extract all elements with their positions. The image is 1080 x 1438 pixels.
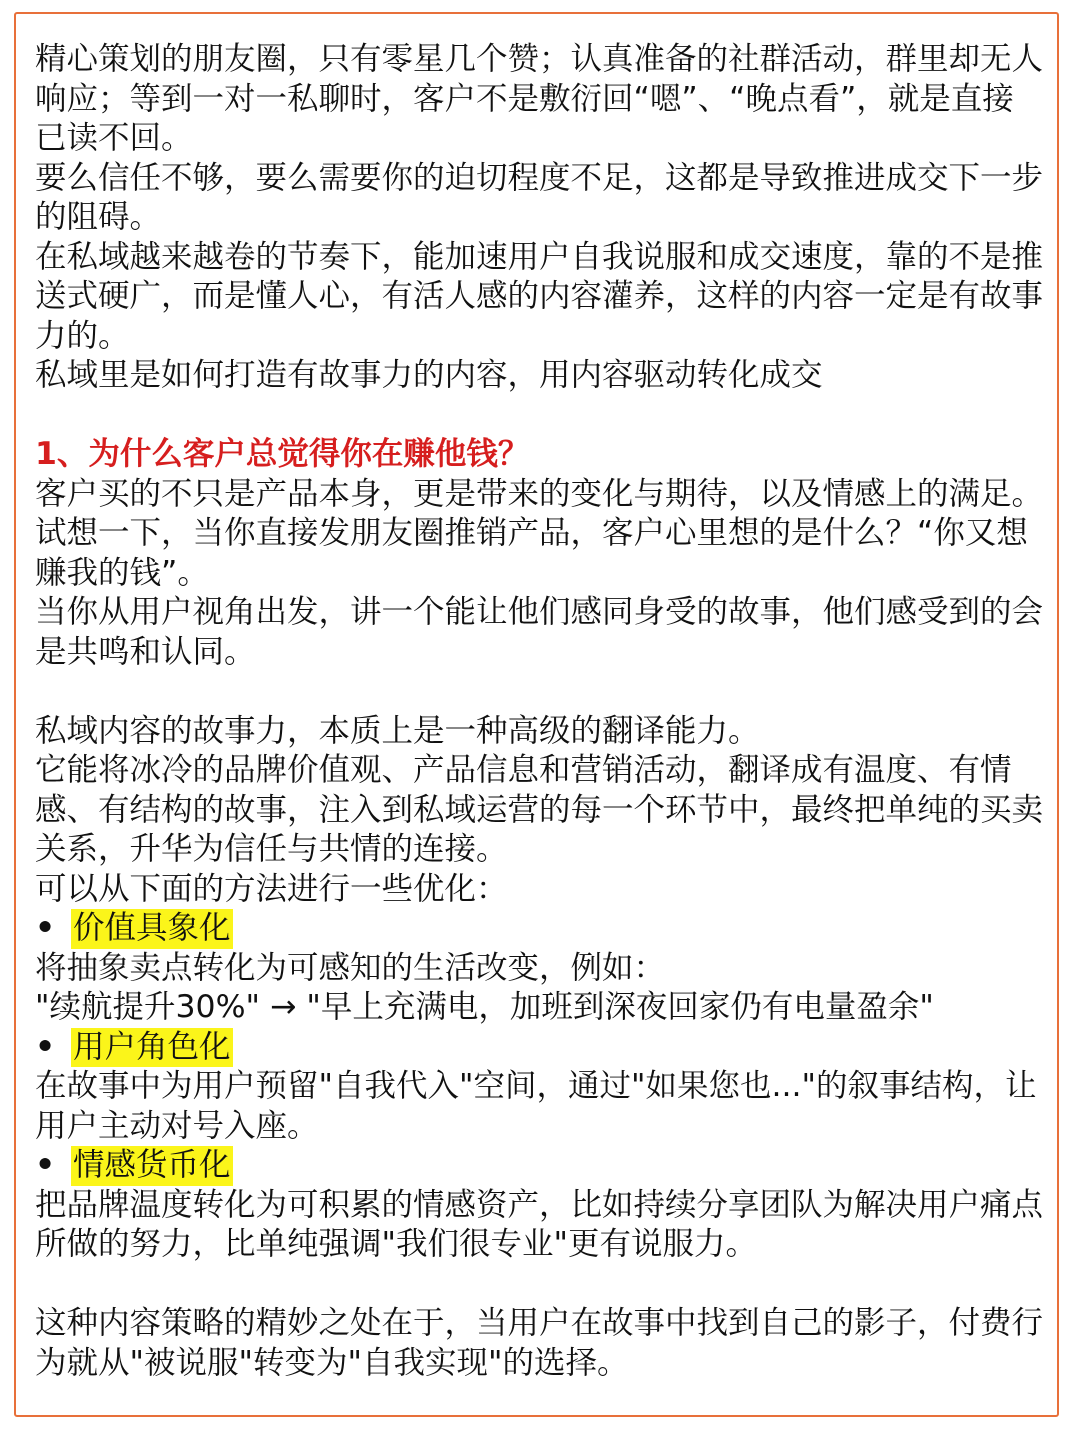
bullet-title-highlight: 用户角色化 xyxy=(71,1028,233,1068)
bullet-1-line-2: "续航提升30%" → "早上充满电，加班到深夜回家仍有电量盈余" xyxy=(35,989,934,1025)
bullet-dot: • xyxy=(35,1147,56,1183)
section-heading: 1、为什么客户总觉得你在赚他钱？ xyxy=(35,436,530,472)
intro-paragraph-4: 私域里是如何打造有故事力的内容，用内容驱动转化成交 xyxy=(35,357,823,393)
bullet-emotion-currency xyxy=(35,1146,1045,1186)
bullet-title-highlight: 情感货币化 xyxy=(71,1146,233,1186)
intro-paragraph-1: 精心策划的朋友圈，只有零星几个赞；认真准备的社群活动，群里却无人响应；等到一对一私聊时，客户不是敷衍回“嗯”、“晚点看”，就是直接已读不回。 xyxy=(35,41,1044,156)
bullet-1-line-1: 将抽象卖点转化为可感知的生活改变，例如： xyxy=(35,949,666,986)
bullet-title-highlight: 价值具象化 xyxy=(71,909,233,949)
section1-paragraph-1: 客户买的不只是产品本身，更是带来的变化与期待，以及情感上的满足。试想一下，当你直接发朋友圈推销产品，客户心里想的是什么？“你又想赚我的钱”。 xyxy=(35,475,1044,591)
bullet-value-concrete xyxy=(35,909,1045,949)
section2-paragraph-1: 私域内容的故事力，本质上是一种高级的翻译能力。 xyxy=(35,712,760,749)
article-body xyxy=(35,40,1045,1383)
section1-paragraph-2: 当你从用户视角出发，讲一个能让他们感同身受的故事，他们感受到的会是共鸣和认同。 xyxy=(35,594,1044,670)
bullet-dot: • xyxy=(35,910,56,946)
spacer xyxy=(35,396,1045,436)
bullet-dot: • xyxy=(35,1028,56,1065)
closing-paragraph: 这种内容策略的精妙之处在于，当用户在故事中找到自己的影子，付费行为就从"被说服"转变为"自我实现"的选择。 xyxy=(35,1305,1044,1381)
spacer xyxy=(35,672,1045,712)
bullet-2-line-1: 在故事中为用户预留"自我代入"空间，通过"如果您也..."的叙事结构，让用户主动对号入座。 xyxy=(35,1068,1037,1144)
intro-paragraph-2: 要么信任不够，要么需要你的迫切程度不足，这都是导致推进成交下一步的阻碍。 xyxy=(35,159,1044,235)
bullet-3-line-1: 把品牌温度转化为可积累的情感资产，比如持续分享团队为解决用户痛点所做的努力，比单纯强调"我们很专业"更有说服力。 xyxy=(35,1186,1044,1262)
spacer xyxy=(35,1265,1045,1305)
intro-paragraph-3: 在私域越来越卷的节奏下，能加速用户自我说服和成交速度，靠的不是推送式硬广，而是懂人心，有活人感的内容灌养，这样的内容一定是有故事力的。 xyxy=(35,238,1044,354)
section2-paragraph-3: 可以从下面的方法进行一些优化： xyxy=(35,870,508,907)
bullet-user-role xyxy=(35,1028,1045,1068)
section2-paragraph-2: 它能将冰冷的品牌价值观、产品信息和营销活动，翻译成有温度、有情感、有结构的故事，注入到私域运营的每一个环节中，最终把单纯的买卖关系，升华为信任与共情的连接。 xyxy=(35,752,1044,867)
